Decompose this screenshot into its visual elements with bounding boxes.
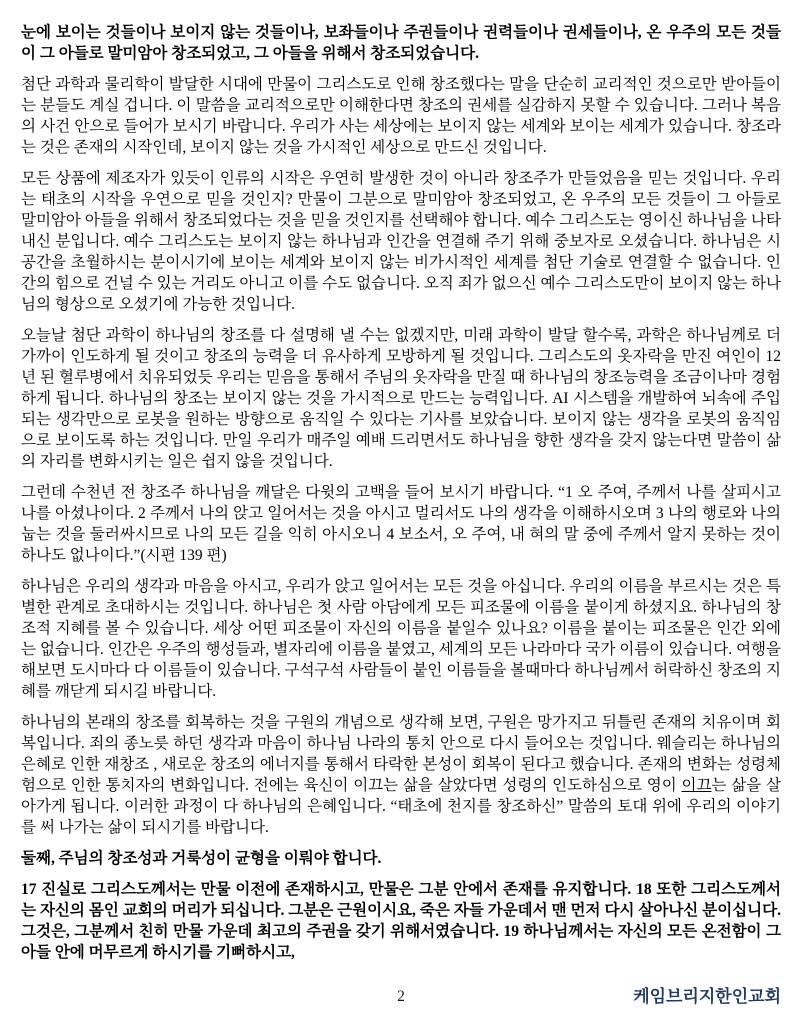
church-name: 케임브리지한인교회 [633, 987, 781, 1006]
section-heading: 둘째, 주님의 창조성과 거룩성이 균형을 이뤄야 합니다. [21, 850, 382, 867]
restoration-text-before: 하나님의 본래의 창조를 회복하는 것을 구원의 개념으로 생각해 보면, 구원은 망가지고 뒤틀린 존재의 치유이며 회복입니다. 죄의 종노릇 하던 생각과 마음이 하나님 나라의 통치 안으로 다시 들어오는 것입니다. 웨슬리는 하나님의 은혜로 인한 재창조 , 새로운 창조의 에너지를 통해서 타락한 본성이 회복이 된다고 했습니다. 존재의 변화는 성령체험으로 인한 통치자의 변화입니다. 전에는 육신이 이끄는 삶을 살았다면 성령의 인도하심으로 영이 [21, 714, 781, 794]
restoration-text-after: 는 삶을 살아가게 됩니다. 이러한 과정이 다 하나님의 은혜입니다. “태초에 천지를 창조하신” 말씀의 토대 위에 우리의 이야기를 써 나가는 삶이 되시기를 바랍니다. [21, 777, 781, 836]
closing-scripture-paragraph: 17 진실로 그리스도께서는 만물 이전에 존재하시고, 만물은 그분 안에서 존재를 유지합니다. 18 또한 그리스도께서는 자신의 몸인 교회의 머리가 되십니다. 그분은 근원이시요, 죽은 자들 가운데서 맨 먼저 다시 살아나신 분이십니다. 그것은, 그분께서 친히 만물 가운데 최고의 주권을 갖기 위해서였습니다. 19 하나님께서는 자신의 모든 온전함이 그 아들 안에 머무르게 하시기를 기뻐하시고, [21, 881, 781, 961]
page-number: 2 [397, 988, 405, 1005]
body-paragraph-5: 하나님은 우리의 생각과 마음을 아시고, 우리가 앉고 일어서는 모든 것을 아십니다. 우리의 이름을 부르시는 것은 특별한 관계로 초대하시는 것입니다. 하나님은 첫 사람 아담에게 모든 피조물에 이름을 붙이게 하셨지요. 하나님의 창조적 지혜를 볼 수 있습니다. 세상 어떤 피조물이 자신의 이름을 붙일수 있나요? 이름을 붙이는 피조물은 인간 외에는 없습니다. 인간은 우주의 행성들과, 별자리에 이름을 붙였고, 세계의 모든 나라마다 국가 이름이 있습니다. 여행을 해보면 도시마다 다 이름들이 있습니다. 구석구석 사람들이 붙인 이름들을 볼때마다 하나님께서 허락하신 창조의 지혜를 깨닫게 되시길 바랍니다. [21, 578, 781, 700]
body-paragraph-2: 모든 상품에 제조자가 있듯이 인류의 시작은 우연히 발생한 것이 아니라 창조주가 만들었음을 믿는 것입니다. 우리는 태초의 시작을 우연으로 믿을 것인지? 만물이 그분으로 말미암아 창조되었고, 온 우주의 모든 것들이 그 아들로 말미암아 아들을 위해서 창조되었다는 것을 믿을 것인지를 선택해야 합니다. 예수 그리스도는 영이신 하나님을 나타내신 분입니다. 예수 그리스도는 보이지 않는 하나님과 인간을 연결해 주기 위해 중보자로 오셨습니다. 하나님은 시공간을 초월하시는 분이시기에 보이는 세계와 보이지 않는 비가시적인 세계를 첨단 기술로 연결할 수 없습니다. 인간의 힘으로 건널 수 있는 거리도 아니고 이를 수도 없습니다. 오직 죄가 없으신 예수 그리스도만이 보이지 않는 하나님의 형상으로 오셨기에 가능한 것입니다. [21, 170, 781, 313]
body-paragraph-3: 오늘날 첨단 과학이 하나님의 창조를 다 설명해 낼 수는 없겠지만, 미래 과학이 발달 할수록, 과학은 하나님께로 더 가까이 인도하게 될 것이고 창조의 능력을 더 유사하게 모방하게 될 것입니다. 그리스도의 옷자락을 만진 여인이 12 년 된 혈루병에서 치유되었듯 우리는 믿음을 통해서 주님의 옷자락을 만질 때 하나님의 창조능력을 조금이나마 경험하게 됩니다. 하나님의 창조는 보이지 않는 것을 가시적으로 만드는 능력입니다. AI 시스템을 개발하여 뇌속에 주입되는 생각만으로 로봇을 원하는 방향으로 움직일 수 있다는 기사를 보았습니다. 보이지 않는 생각을 로봇의 움직임으로 보이도록 하는 것입니다. 만일 우리가 매주일 예배 드리면서도 하나님을 향한 생각을 갖지 않는다면 말씀이 삶의 자리를 변화시키는 일은 쉽지 않을 것입니다. [21, 327, 781, 470]
restoration-paragraph [21, 712, 781, 838]
psalm-quote-paragraph: 그런데 수천년 전 창조주 하나님을 깨달은 다윗의 고백을 들어 보시기 바랍니다. “1 오 주여, 주께서 나를 살피시고 나를 아셨나이다. 2 주께서 나의 앉고 일어서는 것을 아시고 멀리서도 나의 생각을 이해하시오며 3 나의 행로와 나의 눕는 것을 둘러싸시므로 나의 모든 길을 익히 아시오니 4 보소서, 오 주여, 내 혀의 말 중에 주께서 알지 못하는 것이 하나도 없나이다.”(시편 139 편) [21, 484, 781, 564]
restoration-text-underlined: 이끄 [681, 777, 712, 794]
intro-scripture-paragraph: 눈에 보이는 것들이나 보이지 않는 것들이나, 보좌들이나 주권들이나 권력들이나 권세들이나, 온 우주의 모든 것들이 그 아들로 말미암아 창조되었고, 그 아들을 위해서 창조되었습니다. [21, 24, 781, 62]
body-paragraph-1: 첨단 과학과 물리학이 발달한 시대에 만물이 그리스도로 인해 창조했다는 말을 단순히 교리적인 것으로만 받아들이는 분들도 계실 겁니다. 이 말씀을 교리적으로만 이해한다면 창조의 권세를 실감하지 못할 수 있습니다. 그러나 복음의 사건 안으로 들어가 보시기 바랍니다. 우리가 사는 세상에는 보이지 않는 세계와 보이는 세계가 있습니다. 창조라는 것은 존재의 시작인데, 보이지 않는 것을 가시적인 세상으로 만드신 것입니다. [21, 76, 781, 156]
page-footer [21, 986, 781, 1014]
